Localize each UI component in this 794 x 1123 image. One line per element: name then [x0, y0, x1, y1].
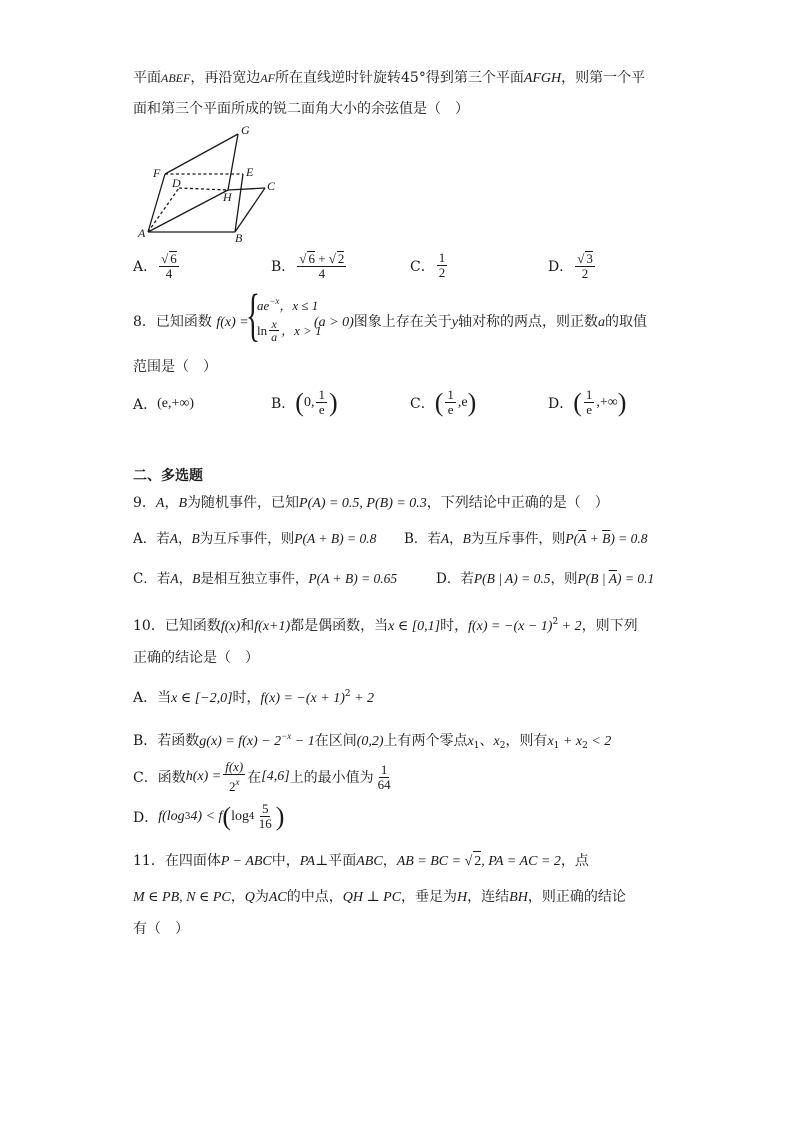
label-F: F — [153, 166, 161, 180]
q7-line-2: 面和第三个平面所成的锐二面角大小的余弦值是（ ） — [133, 101, 469, 117]
fraction: $\frac{√ 6 + √ 2}{4}$ — [299, 251, 345, 281]
option-label: D． — [548, 395, 574, 412]
q10-option-a[interactable]: A．当x ∈ [−2,0]时，$f(x) = -(x + 1)^2 + 2$ — [133, 689, 375, 706]
edge-BE — [235, 174, 243, 232]
q10-stem-1: 10．已知函数f(x)和f(x+1)都是偶函数，当x ∈ [0,1]时，$f(x) = -(x - 1)^2 + 2$，则下列 — [133, 617, 638, 634]
q8-case-1: $ae^{-x}$，x ≤ 1 — [257, 296, 319, 313]
q8-line-2: 范围是（ ） — [133, 359, 217, 375]
q7-option-c[interactable] — [410, 251, 449, 280]
q9-option-c[interactable]: C．若A，B是相互独立事件，P(A + B) = 0.65 — [133, 571, 398, 587]
q8-line-1-prefix — [133, 312, 249, 333]
q7-figure — [135, 124, 285, 242]
edge-AH — [148, 190, 228, 232]
math: AF — [260, 71, 275, 85]
q8-brace: { — [246, 282, 260, 347]
q8-case-2: ln $\frac{x}{a}$ ，x > 1 — [257, 317, 322, 344]
edge-FG — [165, 134, 238, 174]
q10-option-c[interactable]: C．函数 h(x) = $\frac{f(x)}{2^x}$ 在 [4,6] 上的最小值为 $\frac{1}{64}$ — [133, 759, 391, 794]
text: ，则第一个平 — [561, 70, 646, 86]
edge-BC — [235, 188, 265, 232]
q7-option-a[interactable] — [133, 251, 181, 281]
label-B: B — [235, 231, 243, 242]
q11-stem-3: 有（ ） — [133, 921, 189, 937]
label-D: D — [172, 176, 181, 190]
label-H: H — [223, 190, 232, 204]
q9-stem: 9．A，B为随机事件，已知P(A) = 0.5, P(B) = 0.3，下列结论中正确的是（ ） — [133, 495, 609, 511]
edge-HC — [228, 188, 265, 190]
q8-option-d[interactable]: D． ( $\frac{1}{e}$ ,+∞ ) — [548, 387, 627, 417]
q9-option-a[interactable]: A．若A，B为互斥事件，则P(A + B) = 0.8 — [133, 531, 377, 547]
math: f(x) = — [216, 315, 249, 330]
option-label: A． — [133, 259, 158, 275]
math: ABEF — [161, 71, 191, 85]
label-E: E — [246, 165, 254, 179]
q7-line-1 — [133, 68, 645, 89]
edge-DH — [179, 188, 228, 190]
q10-option-b[interactable]: B．若函数$g(x) = f(x) - 2^{-x} - 1$在区间(0,2)上有两个零点$x_1$、$x_2$，则有$x_1 + x_2 < 2$ — [133, 731, 612, 751]
section-title: 二、多选题 — [133, 468, 203, 484]
option-label: D． — [548, 259, 574, 275]
option-label: B． — [271, 395, 296, 412]
label-G: G — [241, 124, 250, 137]
edge-AF — [148, 174, 165, 232]
q7-option-d[interactable] — [548, 251, 597, 281]
option-label: B． — [271, 259, 296, 275]
option-label: C． — [410, 258, 435, 275]
fraction: $\frac{√ 6}{4}$ — [161, 251, 177, 281]
q9-option-b[interactable]: B．若A，B为互斥事件，则$P(\overline{A} + \overline{B}) = 0.8$ — [404, 531, 648, 547]
edge-GH — [228, 134, 238, 190]
fraction: $\frac{√ 3}{2}$ — [577, 251, 593, 281]
q11-stem-2: M ∈ PB, N ∈ PC，Q为AC的中点，QH ⊥ PC，垂足为H，连结BH，则正确的结论 — [133, 889, 626, 905]
q10-option-d[interactable]: D． f(log 3 4) < f ( log 4 $\frac{5}{16}$ ) — [133, 801, 285, 831]
fraction: $\frac{1}{2}$ — [438, 250, 446, 280]
q11-stem-1: 11．在四面体P − ABC中，PA⊥平面ABC，AB = BC = √ 2, PA = AC = 2，点 — [133, 851, 589, 872]
q10-stem-2: 正确的结论是（ ） — [133, 650, 259, 666]
q8-option-a[interactable]: A． (e,+∞) — [133, 396, 195, 413]
q8-option-b[interactable]: B． ( 0, $\frac{1}{e}$ ) — [271, 387, 338, 417]
text: 所在直线逆时针旋转45°得到第三个平面 — [275, 70, 524, 86]
text: 平面 — [133, 70, 161, 86]
label-C: C — [267, 179, 276, 193]
q9-option-d[interactable]: D．若P(B | A) = 0.5，则P(B | $\overline{A}) = 0.1$ — [436, 571, 655, 587]
q8-option-c[interactable]: C． ( $\frac{1}{e}$ ,e ) — [410, 387, 477, 417]
option-label: A． — [133, 397, 158, 413]
edge-AD — [148, 188, 179, 232]
q8-line-1-tail: (a > 0)图象上存在关于y轴对称的两点，则正数a的取值 — [314, 314, 647, 330]
text: 8．已知函数 — [133, 314, 212, 330]
text: ，再沿宽边 — [190, 70, 261, 86]
q7-option-b[interactable] — [271, 251, 348, 281]
math: AFGH — [523, 71, 562, 86]
option-label: C． — [410, 395, 435, 412]
label-A: A — [138, 226, 146, 240]
